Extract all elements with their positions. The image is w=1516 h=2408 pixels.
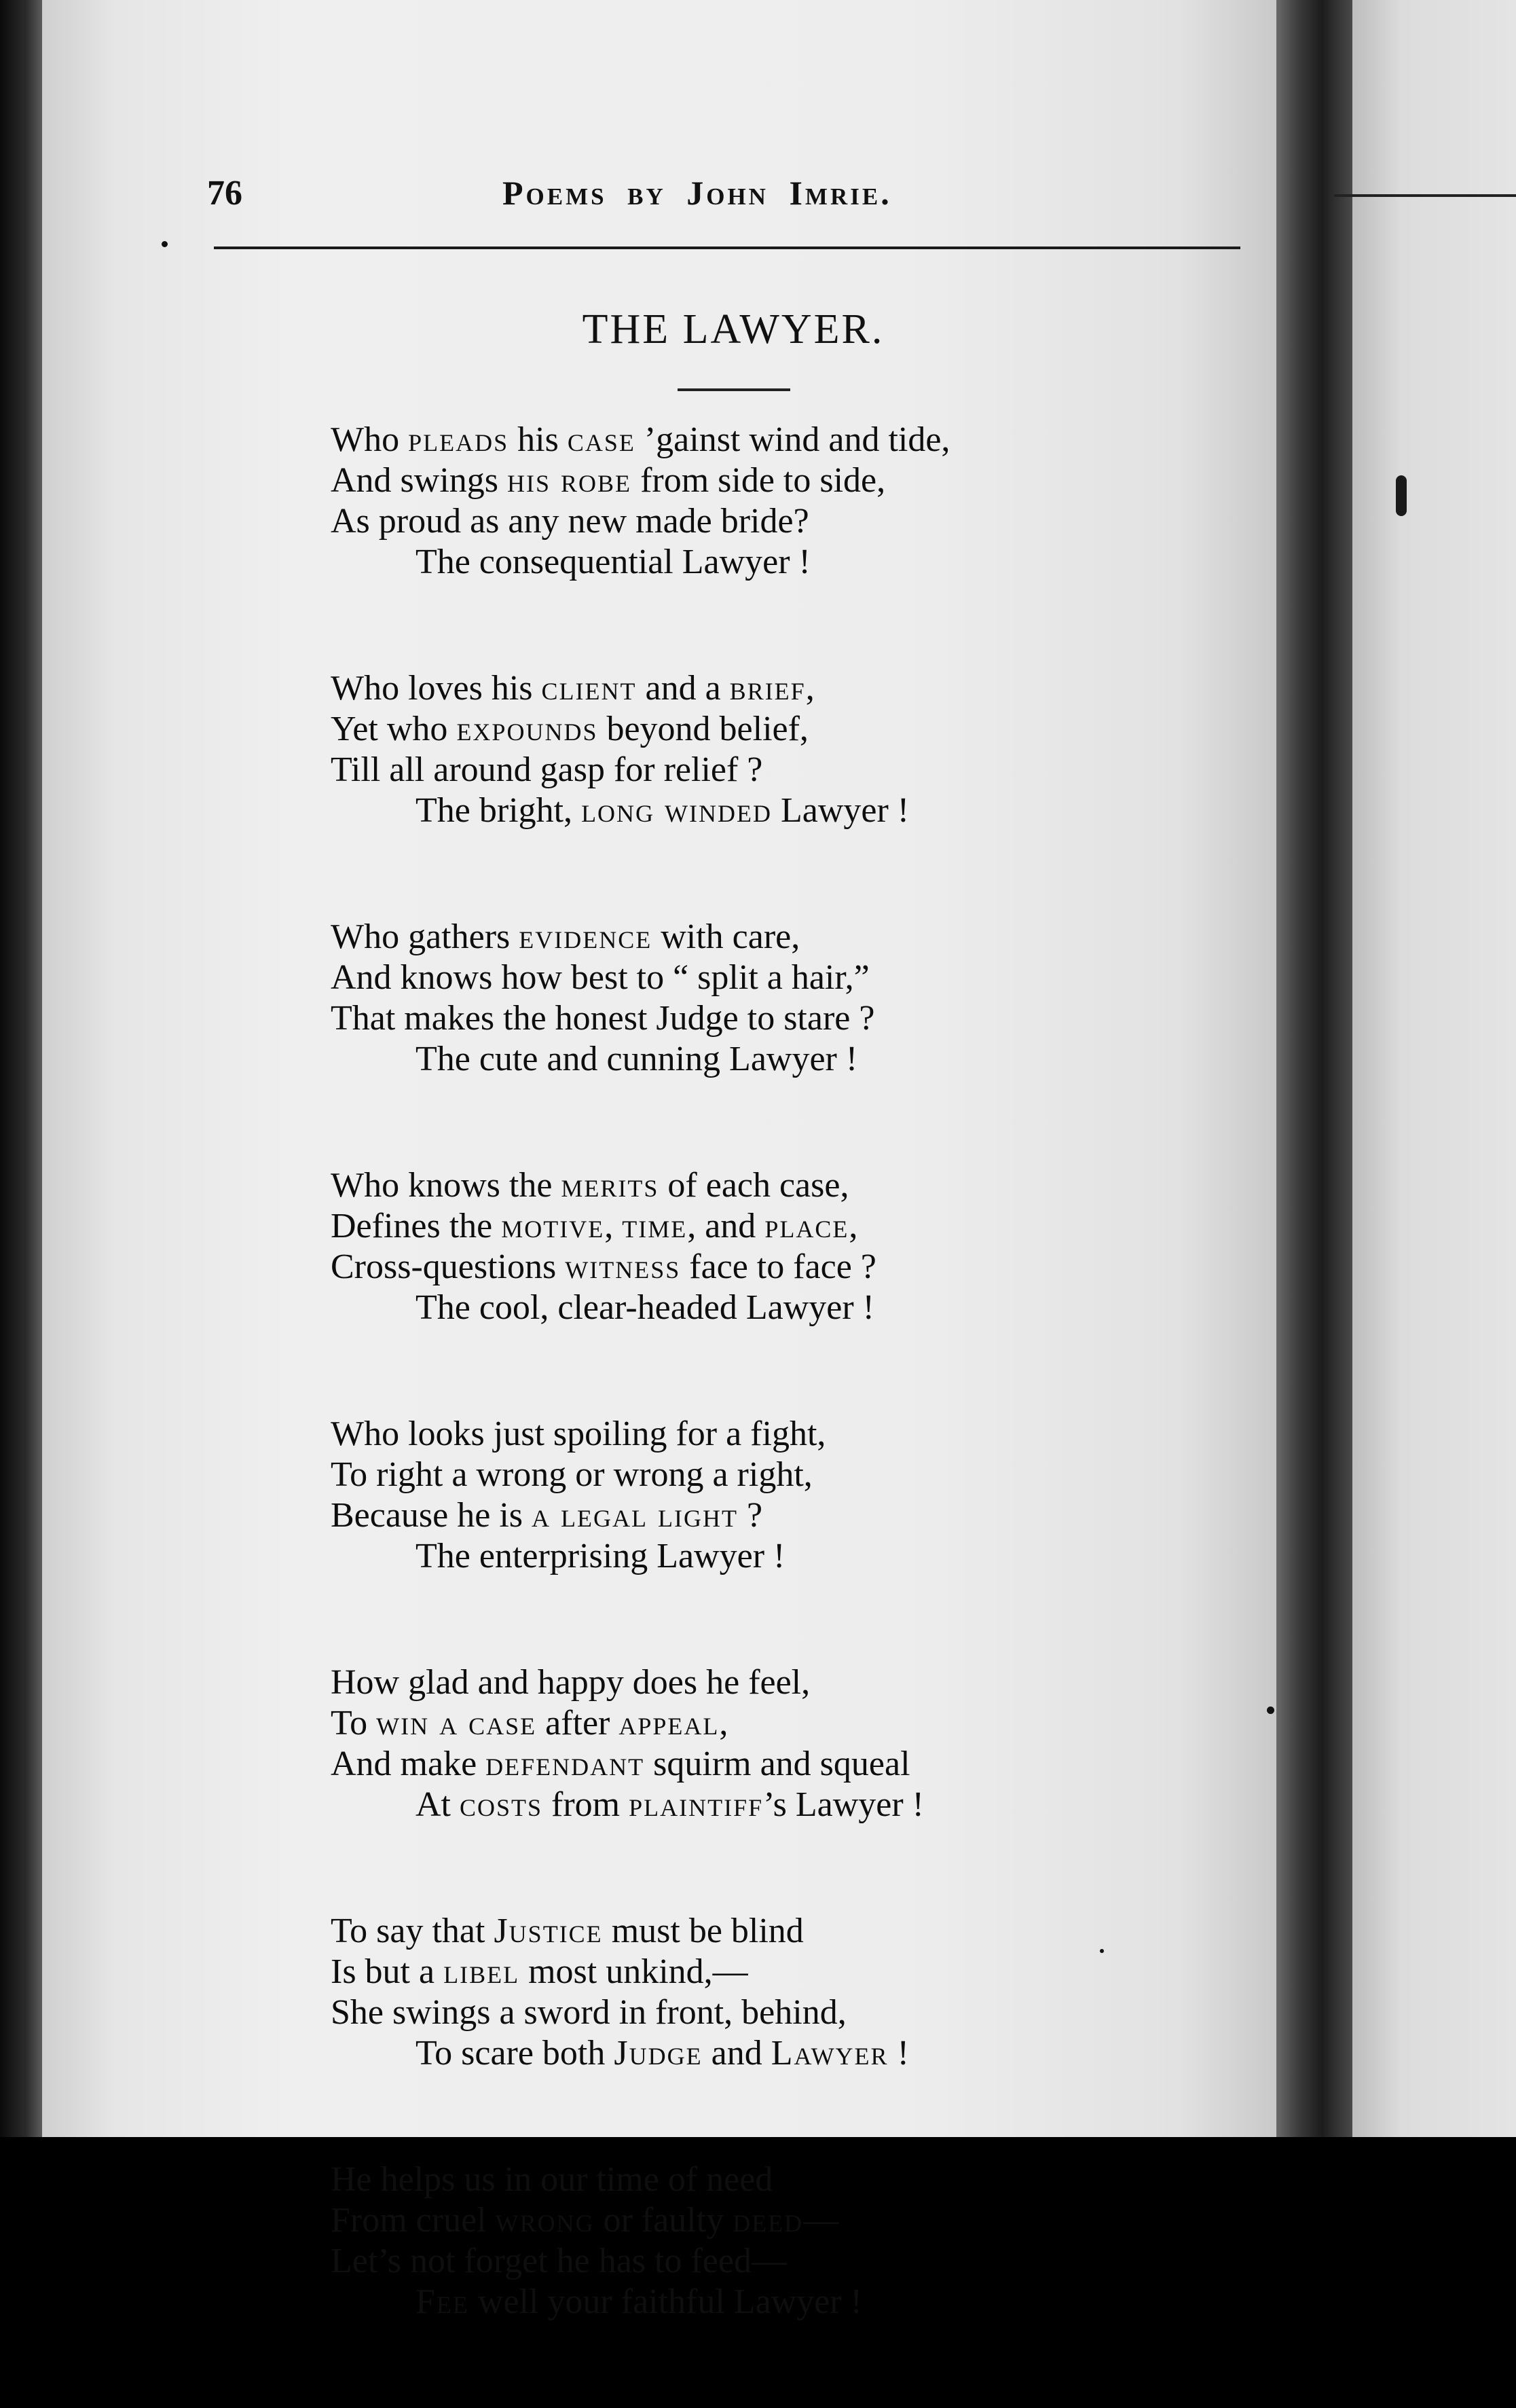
text-run: from side to side, — [631, 461, 886, 500]
ink-speck — [1100, 1949, 1104, 1953]
ink-speck — [1267, 1707, 1274, 1714]
poem-line — [331, 1247, 1247, 1288]
text-run: He helps us in our time of need — [331, 2160, 773, 2199]
text-run: Defines the — [331, 1207, 502, 1245]
text-run: Is but a — [331, 1952, 444, 1991]
small-caps-run: costs — [460, 1785, 543, 1824]
text-run: Who gathers — [331, 917, 519, 956]
text-run: ! — [888, 2034, 909, 2073]
text-run: — — [803, 2201, 839, 2240]
small-caps-run: Lawyer — [771, 2034, 889, 2073]
text-run: Let’s not forget he has to feed— — [331, 2242, 787, 2280]
text-run: well your faithful Lawyer ! — [468, 2282, 862, 2321]
poem-body — [331, 420, 1247, 2408]
small-caps-run: deed — [733, 2201, 804, 2240]
poem-line — [331, 2159, 1247, 2200]
text-run: most unkind,— — [519, 1952, 748, 1991]
poem-line — [331, 1288, 1247, 1328]
text-run: The cute and cunning Lawyer ! — [415, 1040, 858, 1078]
poem-line — [331, 1039, 1247, 1080]
text-run: Who loves his — [331, 669, 542, 708]
text-run: Who knows the — [331, 1166, 561, 1205]
small-caps-run: client — [541, 669, 637, 708]
text-run: ? — [737, 1496, 763, 1535]
text-run: Who — [331, 420, 409, 459]
small-caps-run: appeal — [618, 1704, 720, 1743]
small-caps-run: place — [764, 1207, 849, 1245]
text-run: from — [542, 1785, 629, 1824]
text-run: of each case, — [659, 1166, 849, 1205]
small-caps-run: defendant — [485, 1745, 645, 1783]
poem-line — [331, 1952, 1247, 1992]
text-run: Till all around gasp for relief ? — [331, 750, 763, 789]
poem-line — [331, 1911, 1247, 1952]
text-run: beyond belief, — [597, 710, 809, 748]
text-run: ’gainst wind and tide, — [635, 420, 950, 459]
text-run: The consequential Lawyer ! — [415, 543, 811, 581]
facing-page-mark — [1396, 475, 1407, 516]
text-run: At — [415, 1785, 460, 1824]
text-run: , — [849, 1207, 858, 1245]
text-run: To scare both — [415, 2034, 614, 2073]
text-run: Cross-questions — [331, 1247, 566, 1286]
small-caps-run: evidence — [519, 917, 652, 956]
text-run: squirm and squeal — [644, 1745, 910, 1783]
text-run: That makes the honest Judge to stare ? — [331, 999, 875, 1038]
poem-line — [331, 2241, 1247, 2282]
text-run: Yet who — [331, 710, 457, 748]
poem-line — [331, 1495, 1247, 1536]
text-run: The enterprising Lawyer ! — [415, 1537, 785, 1575]
text-run: and a — [636, 669, 730, 708]
small-caps-run: time — [622, 1207, 688, 1245]
poem-line — [331, 709, 1247, 750]
text-run: She swings a sword in front, behind, — [331, 1993, 847, 2032]
small-caps-run: a legal light — [532, 1496, 738, 1535]
poem-line — [331, 668, 1247, 709]
poem-line — [331, 790, 1247, 831]
text-run: To right a wrong or wrong a right, — [331, 1455, 813, 1494]
text-run: Lawyer ! — [772, 791, 910, 830]
text-run: after — [536, 1704, 619, 1743]
text-run: The cool, clear-headed Lawyer ! — [415, 1288, 874, 1327]
stanza — [331, 1165, 1247, 1328]
poem-line — [331, 998, 1247, 1039]
small-caps-run: case — [567, 420, 635, 459]
poem-line — [331, 2200, 1247, 2241]
poem-line — [331, 2282, 1247, 2322]
text-run: To say that — [331, 1912, 494, 1950]
poem-line — [331, 1455, 1247, 1495]
small-caps-run: expounds — [456, 710, 598, 748]
text-run: As proud as any new made bride? — [331, 502, 809, 541]
text-run: The bright, — [415, 791, 582, 830]
text-run: face to face ? — [680, 1247, 876, 1286]
small-caps-run: win a case — [376, 1704, 537, 1743]
poem-line — [331, 917, 1247, 957]
small-caps-run: wrong — [495, 2201, 595, 2240]
poem-line — [331, 1703, 1247, 1744]
text-run: To — [331, 1704, 377, 1743]
text-run: Who looks just spoiling for a fight, — [331, 1415, 826, 1453]
text-run: his — [509, 420, 568, 459]
small-caps-run: long winded — [581, 791, 772, 830]
poem-title: THE LAWYER. — [582, 306, 885, 352]
poem-line — [331, 1992, 1247, 2033]
stanza — [331, 1911, 1247, 2074]
book-title: Poems by John Imrie. — [502, 174, 892, 212]
page-number: 76 — [207, 174, 242, 213]
text-run: must be blind — [602, 1912, 804, 1950]
text-run: or faulty — [594, 2201, 733, 2240]
poem-line — [331, 1662, 1247, 1703]
small-caps-run: brief — [729, 669, 806, 708]
poem-line — [331, 1414, 1247, 1455]
running-head — [207, 173, 1240, 227]
small-caps-run: pleads — [408, 420, 509, 459]
small-caps-run: Justice — [494, 1912, 603, 1950]
text-run: How glad and happy does he feel, — [331, 1663, 811, 1702]
stanza — [331, 2159, 1247, 2322]
poem-line — [331, 957, 1247, 998]
poem-line — [331, 1744, 1247, 1785]
stanza — [331, 668, 1247, 831]
title-rule — [678, 388, 790, 391]
small-caps-run: witness — [565, 1247, 681, 1286]
stanza — [331, 1414, 1247, 1577]
text-run: From cruel — [331, 2201, 496, 2240]
poem-line — [331, 542, 1247, 583]
small-caps-run: libel — [443, 1952, 520, 1991]
poem-line — [331, 460, 1247, 501]
stanza — [331, 1662, 1247, 1825]
small-caps-run: motive — [501, 1207, 605, 1245]
small-caps-run: plaintiff — [629, 1785, 764, 1824]
header-rule — [214, 247, 1240, 249]
small-caps-run: Judge — [614, 2034, 703, 2073]
facing-page-rule — [1334, 194, 1516, 197]
text-run: And swings — [331, 461, 508, 500]
small-caps-run: his robe — [507, 461, 632, 500]
ink-speck — [162, 241, 168, 247]
poem-line — [331, 1785, 1247, 1825]
text-run: , — [604, 1207, 623, 1245]
poem-line — [331, 1165, 1247, 1206]
poem-line — [331, 1536, 1247, 1577]
poem-line — [331, 1206, 1247, 1247]
poem-line — [331, 750, 1247, 790]
poem-line — [331, 420, 1247, 460]
text-run: ’s Lawyer ! — [763, 1785, 924, 1824]
text-run: with care, — [652, 917, 800, 956]
poem-line — [331, 2033, 1247, 2074]
text-run: Because he is — [331, 1496, 532, 1535]
text-run: And make — [331, 1745, 486, 1783]
text-run: and — [702, 2034, 771, 2073]
stanza — [331, 420, 1247, 583]
text-run: And knows how best to “ split a hair,” — [331, 958, 870, 997]
poem-line — [331, 501, 1247, 542]
small-caps-run: Fee — [415, 2282, 469, 2321]
text-run: , — [805, 669, 815, 708]
text-run: , — [719, 1704, 728, 1743]
small-caps-run: merits — [561, 1166, 659, 1205]
stanza — [331, 917, 1247, 1080]
text-run: , and — [687, 1207, 765, 1245]
